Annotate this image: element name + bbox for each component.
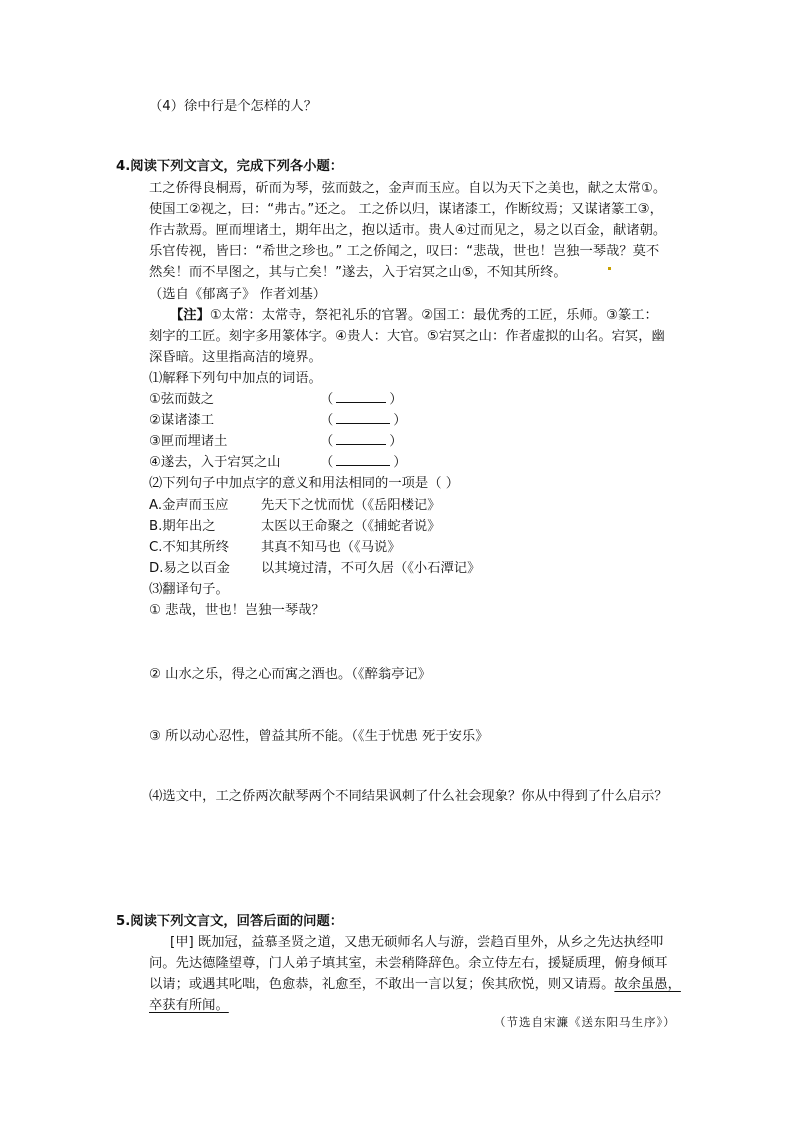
q4-sub2-option-a-compare: 先天下之忧而忧（《岳阳楼记》 — [261, 498, 441, 513]
q5-passage-line-2: 问。先达德隆望尊，门人弟子填其室，未尝稍降辞色。余立侍左右，援疑质理，俯身倾耳 — [149, 956, 668, 971]
q5-text-1: 既加冠，益慕圣贤之道，又患无硕师名人与游，尝趋百里外，从乡之先达执经叩 — [193, 935, 664, 950]
prev-question-4: （4）徐中行是个怎样的人？ — [149, 99, 318, 114]
q4-sub3-item-3: ③ 所以动心忍性，曾益其所不能。（《生于忧患 死于安乐》 — [149, 729, 489, 744]
answer-blank[interactable] — [336, 432, 386, 445]
q4-sub2-title: ⑵下列句子中加点字的意义和用法相同的一项是（ ） — [149, 476, 460, 491]
q5-title: 5.阅读下列文言文，回答后面的问题： — [116, 914, 344, 929]
q5-text-3: 以请；或遇其叱咄，色愈恭，礼愈至，不敢出一言以复；俟其欣悦，则又请焉。 — [149, 977, 615, 992]
q4-notes-line-1 — [170, 306, 658, 326]
q4-sub3-item-2: ② 山水之乐，得之心而寓之酒也。（《醉翁亭记》 — [149, 667, 432, 682]
answer-blank[interactable] — [336, 390, 386, 403]
q4-sub4: ⑷选文中，工之侨两次献琴两个不同结果讽刺了什么社会现象？你从中得到了什么启示？ — [149, 789, 668, 804]
note-tag: 【注】 — [170, 308, 210, 323]
q4-sub2-option-d-compare: 以其境过清，不可久居（《小石潭记》 — [261, 561, 481, 576]
q4-sub1-answer-3[interactable]: （ ） — [320, 434, 403, 449]
q4-notes-line-2: 刻字的工匠。刻字多用篆体字。④贵人：大官。⑤宕冥之山：作者虚拟的山名。宕冥，幽 — [149, 329, 665, 344]
q4-sub2-option-b[interactable]: B.期年出之 — [149, 519, 216, 534]
q4-title: 4.阅读下列文言文，完成下列各小题： — [116, 159, 344, 174]
q5-underlined-sentence-part-1: 故余虽愚， — [614, 977, 681, 992]
q5-passage-line-3 — [149, 975, 681, 995]
note-text-1: ①太常：太常寺，祭祀礼乐的官署。②国工：最优秀的工匠，乐师。③篆工： — [209, 308, 658, 323]
answer-blank[interactable] — [336, 411, 390, 424]
q4-sub1-item-4: ④遂去，入于宕冥之山 — [149, 455, 281, 470]
q4-sub2-option-b-compare: 太医以王命聚之（《捕蛇者说》 — [261, 519, 441, 534]
q4-passage-line-1: 工之侨得良桐焉，斫而为琴，弦而鼓之，金声而玉应。自以为天下之美也，献之太常①。 — [149, 181, 667, 196]
q4-sub1-title: ⑴解释下列句中加点的词语。 — [149, 371, 322, 386]
q4-sub1-item-2: ②谋诸漆工 — [149, 413, 215, 428]
q5-underlined-sentence-part-2: 卒获有所闻。 — [149, 998, 229, 1013]
decorative-dot — [608, 267, 611, 270]
q4-sub1-answer-1[interactable]: （ ） — [320, 392, 403, 407]
q4-notes-line-3: 深昏暗。这里指高洁的境界。 — [149, 350, 322, 365]
q5-source: （节选自宋濂《送东阳马生序》） — [494, 1015, 676, 1029]
q5-tag: [甲] — [170, 935, 194, 950]
q4-sub1-item-3: ③匣而埋诸土 — [149, 434, 228, 449]
q4-passage-line-4: 乐官传视，皆曰：“希世之珍也。” 工之侨闻之，叹曰：“悲哉，世也！岂独一琴哉？莫不 — [149, 244, 660, 259]
q4-sub2-option-c-compare: 其真不知马也（《马说》 — [261, 540, 401, 555]
q5-passage-line-4 — [149, 996, 229, 1016]
q4-sub3-item-1: ① 悲哉，世也！岂独一琴哉？ — [149, 603, 325, 618]
q4-sub3-title: ⑶翻译句子。 — [149, 582, 229, 597]
q4-sub2-option-a[interactable]: A.金声而玉应 — [149, 498, 229, 513]
answer-blank[interactable] — [336, 453, 390, 466]
q4-source: （选自《郁离子》 作者刘基） — [149, 287, 327, 302]
q5-passage-line-1 — [170, 933, 663, 953]
q4-sub2-option-c[interactable]: C.不知其所终 — [149, 540, 229, 555]
q4-sub2-option-d[interactable]: D.易之以百金 — [149, 561, 230, 576]
q4-passage-line-3: 作古款焉。匣而埋诸土，期年出之，抱以适市。贵人④过而见之，易之以百金，献诸朝。 — [149, 223, 667, 238]
q4-passage-line-2: 使国工②视之，曰：“弗古。”还之。 工之侨以归，谋诸漆工，作断纹焉；又谋诸篆工③， — [149, 202, 663, 217]
q4-sub1-answer-2[interactable]: （ ） — [320, 413, 407, 428]
q4-sub1-answer-4[interactable]: （ ） — [320, 455, 407, 470]
q4-sub1-item-1: ①弦而鼓之 — [149, 392, 215, 407]
q4-passage-line-5: 然矣！而不早图之，其与亡矣！”遂去，入于宕冥之山⑤，不知其所终。 — [149, 265, 567, 280]
